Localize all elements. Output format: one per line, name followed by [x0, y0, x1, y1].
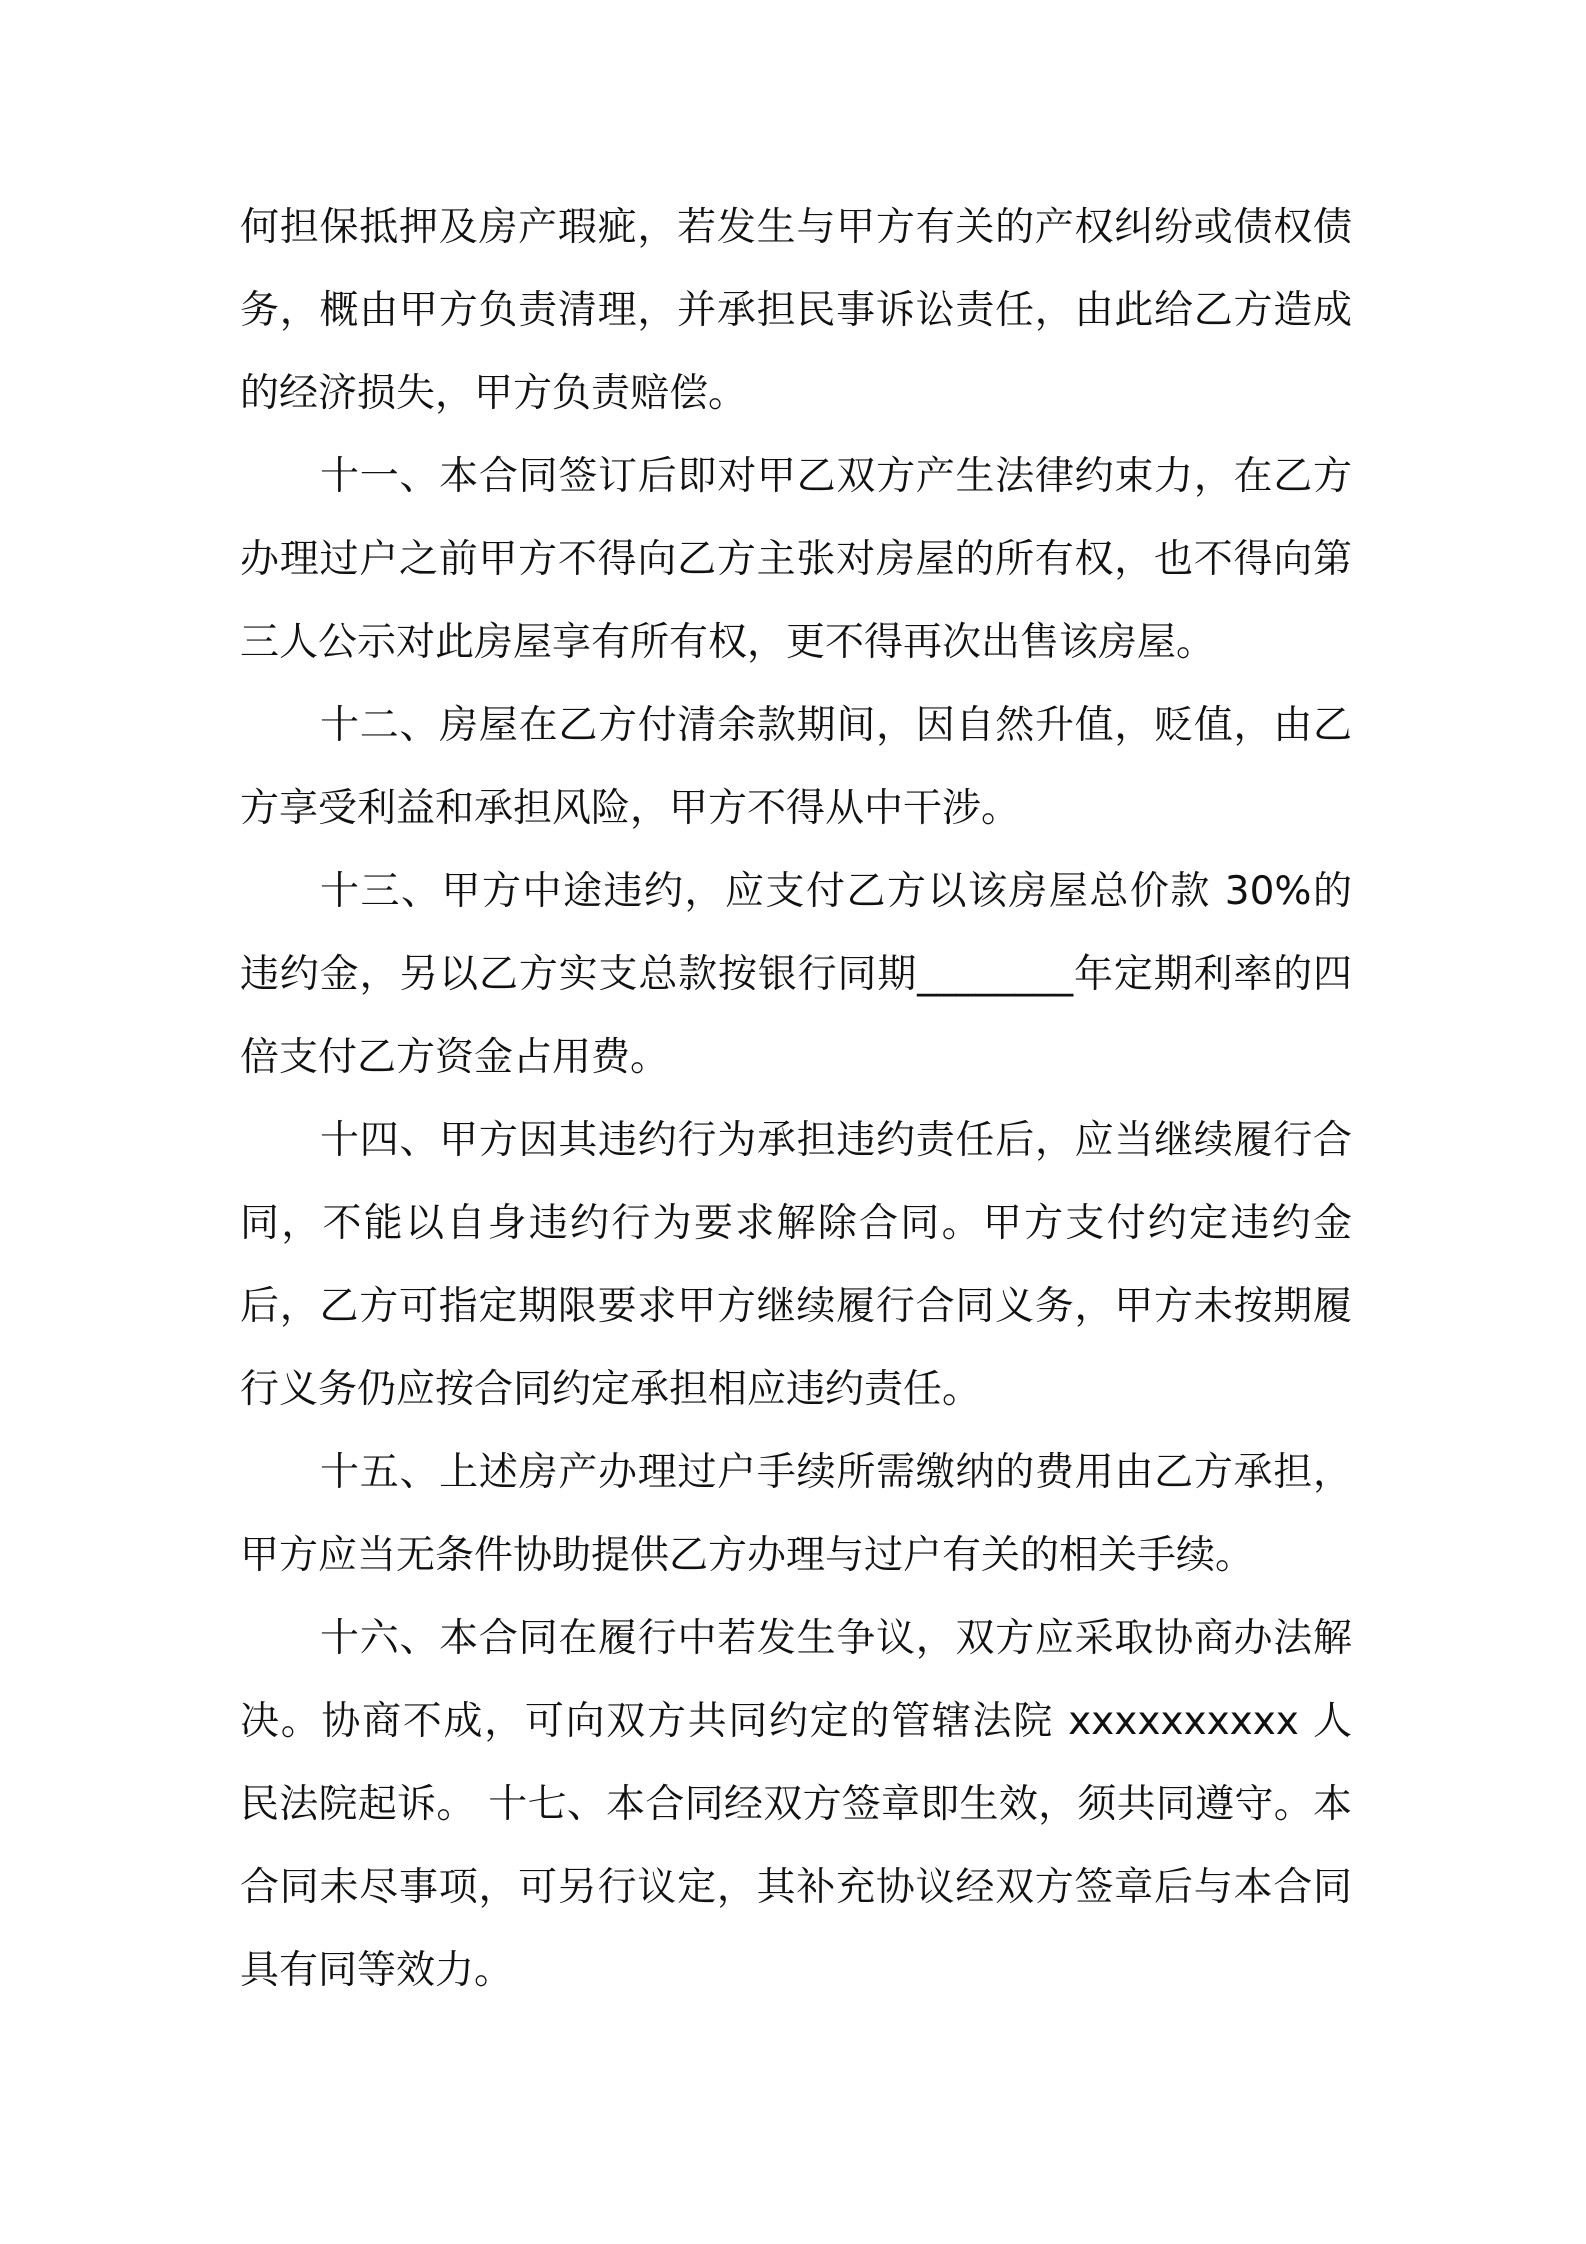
- paragraph-clause-15: 十五、上述房产办理过户手续所需缴纳的费用由乙方承担，甲方应当无条件协助提供乙方办理与过户有关的相关手续。: [240, 1450, 1352, 1578]
- paragraph-clause-16-17: 十六、本合同在履行中若发生争议，双方应采取协商办法解决。协商不成，可向双方共同约定的管辖法院 xxxxxxxxxx 人民法院起诉。 十七、本合同经双方签章即生效，须共同遵守。本合同未尽事项，可另行议定，其补充协议经双方签章后与本合同具有同等效力。: [240, 1616, 1352, 1993]
- paragraph-clause-13: 十三、甲方中途违约，应支付乙方以该房屋总价款 30%的违约金，另以乙方实支总款按银行同期________年定期利率的四倍支付乙方资金占用费。: [240, 869, 1352, 1080]
- paragraph-clause-11: 十一、本合同签订后即对甲乙双方产生法律约束力，在乙方办理过户之前甲方不得向乙方主张对房屋的所有权，也不得向第三人公示对此房屋享有所有权，更不得再次出售该房屋。: [240, 454, 1352, 665]
- contract-body: [240, 186, 1352, 2012]
- paragraph-clause-14: 十四、甲方因其违约行为承担违约责任后，应当继续履行合同，不能以自身违约行为要求解除合同。甲方支付约定违约金后，乙方可指定期限要求甲方继续履行合同义务，甲方未按期履行义务仍应按合同约定承担相应违约责任。: [240, 1118, 1352, 1412]
- paragraph-guarantee-continuation: 何担保抵押及房产瑕疵，若发生与甲方有关的产权纠纷或债权债务，概由甲方负责清理，并承担民事诉讼责任，由此给乙方造成的经济损失，甲方负责赔偿。: [240, 205, 1352, 416]
- paragraph-clause-12: 十二、房屋在乙方付清余款期间，因自然升值，贬值，由乙方享受利益和承担风险，甲方不得从中干涉。: [240, 703, 1352, 831]
